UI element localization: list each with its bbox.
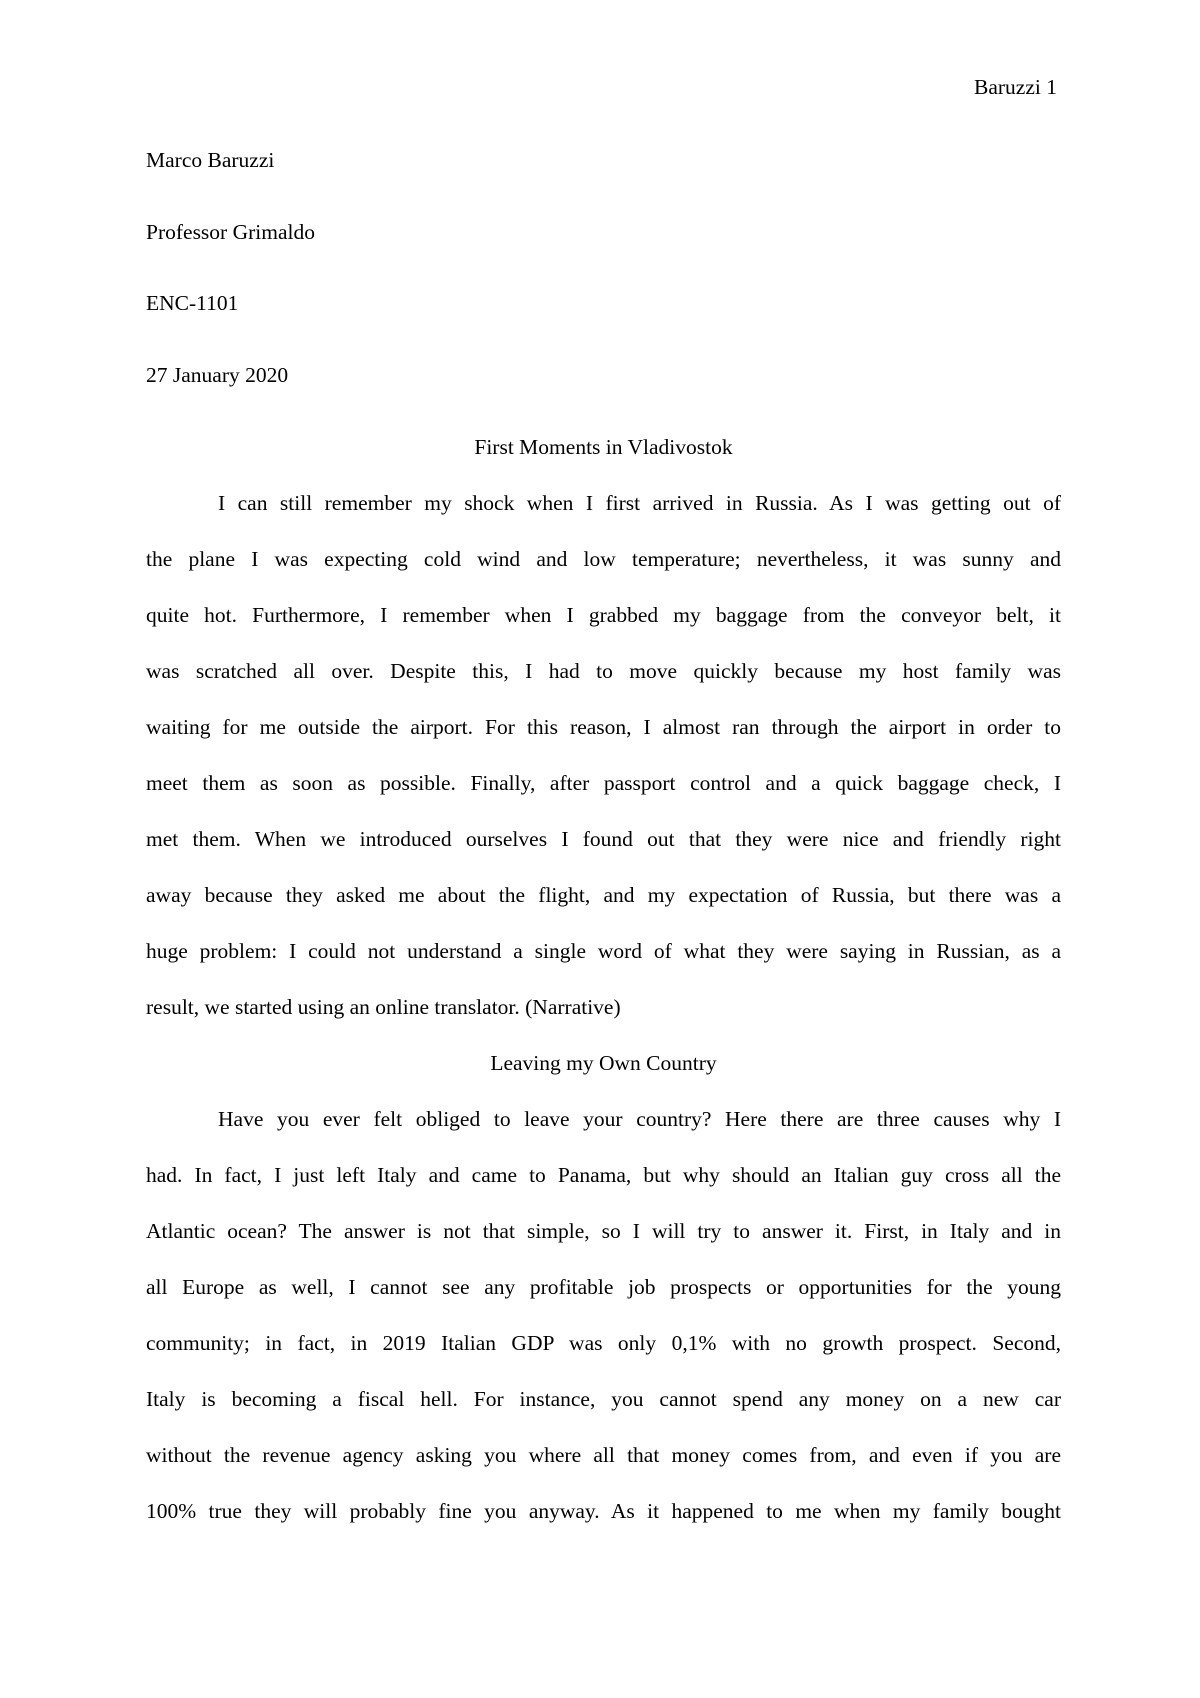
paragraph-line: result, we started using an online translator. (Narrative) [146, 995, 621, 1019]
paragraph-line: waiting for me outside the airport. For this reason, I almost ran through the airport in order to [146, 715, 1061, 739]
paper-date: 27 January 2020 [146, 362, 289, 387]
section-title: First Moments in Vladivostok [474, 435, 733, 459]
paragraph-line: the plane I was expecting cold wind and low temperature; nevertheless, it was sunny and [146, 547, 1061, 571]
professor-name: Professor Grimaldo [146, 219, 315, 244]
paragraph-narrative [146, 488, 1061, 1048]
paragraph-line: all Europe as well, I cannot see any profitable job prospects or opportunities for the young [146, 1275, 1061, 1299]
student-name: Marco Baruzzi [146, 148, 275, 172]
running-head: Baruzzi 1 [974, 75, 1057, 99]
paragraph-line: quite hot. Furthermore, I remember when I grabbed my baggage from the conveyor belt, it [146, 603, 1061, 627]
paragraph-line: away because they asked me about the flight, and my expectation of Russia, but there was a [146, 883, 1061, 907]
paragraph-line: met them. When we introduced ourselves I found out that they were nice and friendly right [146, 827, 1061, 851]
paragraph-line: I can still remember my shock when I first arrived in Russia. As I was getting out of [218, 491, 1061, 515]
paragraph-line: 100% true they will probably fine you anyway. As it happened to me when my family bought [146, 1499, 1061, 1523]
paragraph-line: was scratched all over. Despite this, I had to move quickly because my host family was [146, 659, 1061, 683]
paragraph-line: had. In fact, I just left Italy and came to Panama, but why should an Italian guy cross all the [146, 1163, 1061, 1187]
paragraph-line: huge problem: I could not understand a single word of what they were saying in Russian, as a [146, 939, 1061, 963]
paragraph-leaving-country [146, 1104, 1061, 1552]
paragraph-line: without the revenue agency asking you where all that money comes from, and even if you are [146, 1443, 1061, 1467]
document-body [146, 432, 1061, 1552]
paragraph-line: Have you ever felt obliged to leave your country? Here there are three causes why I [218, 1107, 1061, 1131]
course-code: ENC-1101 [146, 291, 239, 315]
section-title: Leaving my Own Country [490, 1051, 717, 1075]
mla-heading [146, 145, 1056, 431]
paragraph-line: Italy is becoming a fiscal hell. For instance, you cannot spend any money on a new car [146, 1387, 1061, 1411]
paragraph-line: Atlantic ocean? The answer is not that simple, so I will try to answer it. First, in Italy and in [146, 1219, 1061, 1243]
paragraph-line: community; in fact, in 2019 Italian GDP was only 0,1% with no growth prospect. Second, [146, 1331, 1061, 1355]
paragraph-line: meet them as soon as possible. Finally, after passport control and a quick baggage check, I [146, 771, 1061, 795]
